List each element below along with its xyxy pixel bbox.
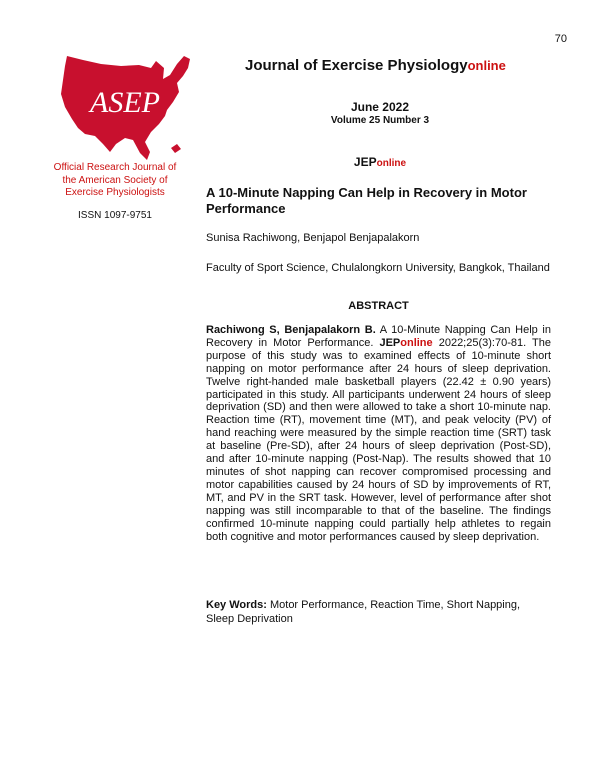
article-title: A 10-Minute Napping Can Help in Recovery in Motor Performance	[206, 185, 527, 216]
issn: ISSN 1097-9751	[78, 209, 152, 221]
article-affiliation: Faculty of Sport Science, Chulalongkorn University, Bangkok, Thailand	[206, 262, 550, 274]
jep-heading: JEPonline	[353, 155, 407, 169]
keywords	[206, 598, 551, 626]
page-number: 70	[554, 33, 567, 45]
article-authors: Sunisa Rachiwong, Benjapol Benjapalakorn	[206, 232, 420, 244]
journal-title: Journal of Exercise Physiologyonline	[245, 57, 506, 74]
journal-title-suffix: online	[467, 58, 506, 73]
keywords-label: Key Words:	[206, 599, 267, 611]
asep-logo	[55, 52, 197, 162]
issue-date: June 2022	[350, 100, 410, 114]
keywords-text: Motor Performance, Reaction Time, Short Napping, Sleep Deprivation	[206, 599, 521, 625]
issue-info	[310, 100, 450, 126]
citation-authors: Rachiwong S, Benjapalakorn B.	[206, 324, 376, 336]
sidebar	[50, 162, 180, 222]
abstract-heading: ABSTRACT	[348, 300, 409, 312]
logo-text: ASEP	[90, 86, 160, 119]
us-map-icon	[55, 52, 197, 162]
sidebar-affiliation: Official Research Journal of the American Society of Exercise Physiologists	[53, 162, 177, 198]
issue-volume: Volume 25 Number 3	[330, 115, 430, 126]
abstract-body: Rachiwong S, Benjapalakorn B. A 10-Minute Napping Can Help in Recovery in Motor Performance. JEPonline 2022;25(3):70-81. The purpose of this study was to examined effects of 10-minute short napping on motor performance after 24 hours of sleep deprivation. Twelve right-handed male basketball players (22.42 ± 0.90 years) participated in this study. All participants underwent 24 hours of sleep deprivation (SD) and then were allowed to take a short 10-minute nap. Reaction time (RT), movement time (MT), and peak velocity (PV) of hand reaching were measured by the simple reaction time (SRT) task at baseline (Pre-SD), after 24 hours of sleep deprivation (Post-SD), and after 10-minute napping (Post-Nap). The results showed that 10 minutes of shot napping can recover compromised processing and motor capabilities caused by 24 hours of SD by improvements of RT, MT, and PV in the SRT task. However, level of performance after shot napping was still incomparable to that of the baseline. The findings confirmed 10-minute napping could partially help athletes to regain both cognitive and motor performances caused by sleep deprivation.	[206, 324, 552, 543]
citation-online: online	[400, 336, 433, 349]
abstract-text: The purpose of this study was to examined effects of 10-minute short napping on motor performance after 24 hours of sleep deprivation. Twelve right-handed male basketball players (22.42 ± 0.90 years) participated in this study. All participants underwent 24 hours of sleep deprivation (SD) and then were allowed to take a short 10-minute nap. Reaction time (RT), movement time (MT), and peak velocity (PV) of hand reaching were measured by the simple reaction time (SRT) task at baseline (Pre-SD), after 24 hours of sleep deprivation (Post-SD), and after 10-minute napping (Post-Nap). The results showed that 10 minutes of shot napping can recover compromised processing and motor capabilities caused by 24 hours of SD by improvements of RT, MT, and PV in the SRT task. However, level of performance after shot napping was still incomparable to that of the baseline. The findings confirmed 10-minute napping could partially help athletes to regain both cognitive and motor performances caused by sleep deprivation.	[206, 336, 552, 543]
citation-jep: JEP	[379, 336, 401, 349]
